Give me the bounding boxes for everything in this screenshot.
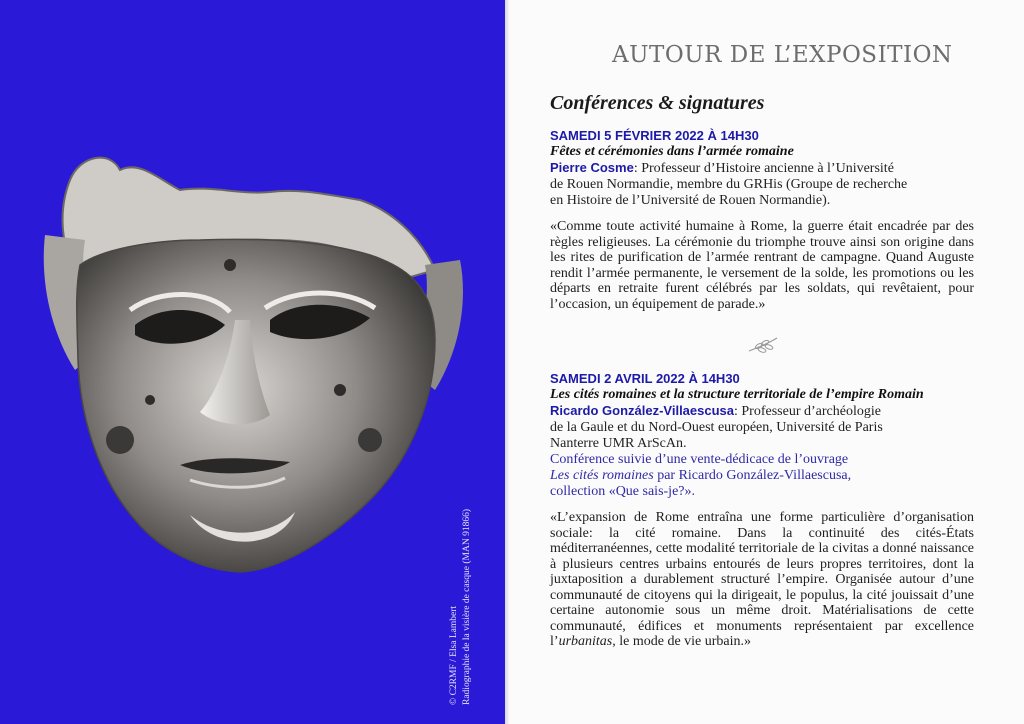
event-2-title: Les cités romaines et la structure territoriale de l’empire Romain (550, 387, 924, 402)
event-2-bio-1: : Professeur d’archéologie (734, 404, 881, 419)
event-1-title: Fêtes et cérémonies dans l’armée romaine (550, 144, 794, 159)
event-2-note-2 (550, 468, 980, 484)
event-1-quote: «Comme toute activité humaine à Rome, la guerre était encadrée par des règles religieuses. La cérémonie du triomphe trouve ainsi son origine dans les rites de purification de l’armée rentrant de campagne. Quand Auguste rendit l’armée permanente, le versement de la solde, les promotions ou les départs en retraite furent célébrés par les soldats, qui revêtaient, pour l’occasion, un équipement de parade.» (550, 219, 974, 312)
event-2-date: SAMEDI 2 AVRIL 2022 À 14H30 (550, 371, 740, 386)
event-2-note-2-rest: par Ricardo González-Villaescusa, (653, 468, 852, 483)
event-1-speaker: Pierre Cosme (550, 160, 634, 175)
right-page (509, 0, 1024, 724)
event-2-speaker: Ricardo González-Villaescusa (550, 403, 734, 418)
event-1-speaker-line (550, 160, 980, 177)
event-2-book-title: Les cités romaines (550, 468, 654, 483)
credit-line-2: Radiographie de la visière de casque (MAN 91866) (462, 508, 472, 705)
event-1-date: SAMEDI 5 FÉVRIER 2022 À 14H30 (550, 128, 759, 143)
event-2-bio-2: de la Gaule et du Nord-Ouest européen, Université de Paris (550, 420, 883, 435)
event-2-speaker-line (550, 403, 980, 420)
event-1 (550, 128, 980, 209)
event-2-quote (550, 510, 974, 650)
event-2-note-1: Conférence suivie d’une vente-dédicace de l’ouvrage (550, 452, 849, 467)
event-2-quote-italic: urbanitas (558, 634, 613, 649)
section-title: Conférences & signatures (550, 92, 765, 114)
photo-credit (448, 509, 474, 705)
event-1-bio-1: : Professeur d’Histoire ancienne à l’Université (633, 161, 894, 176)
roman-mask-radiograph-image (40, 140, 470, 590)
leaf-ornament-icon (747, 336, 779, 356)
left-page (0, 0, 505, 724)
event-1-bio-2: de Rouen Normandie, membre du GRHis (Groupe de recherche (550, 177, 908, 192)
event-2-quote-end: , le mode de vie urbain.» (612, 634, 752, 649)
page-heading: AUTOUR DE L’EXPOSITION (612, 42, 953, 68)
event-2 (550, 371, 980, 500)
credit-line-1: © C2RMF / Elsa Lambert (449, 605, 459, 705)
event-2-note-3: collection «Que sais-je?». (550, 484, 696, 499)
event-2-bio-3: Nanterre UMR ArScAn. (550, 436, 687, 451)
event-2-quote-main: «L’expansion de Rome entraîna une forme particulière d’organisation sociale: la cité romaine. Dans la continuité des cités-États méditerranéennes, cette modalité territoriale de la civitas a donné naissance à plusieurs centres urbains entourés de leurs propres territoires, dont la juxtaposition a durablement structuré l’empire. Organisée autour d’une communauté de citoyens qui la dirigeait, le populus, la cité jouissait d’une certaine autonomie sous un même droit. Matérialisations de cette communauté, édifices et monuments représentaient par excellence l’ (550, 510, 974, 649)
event-1-bio-3: en Histoire de l’Université de Rouen Normandie). (550, 193, 831, 208)
